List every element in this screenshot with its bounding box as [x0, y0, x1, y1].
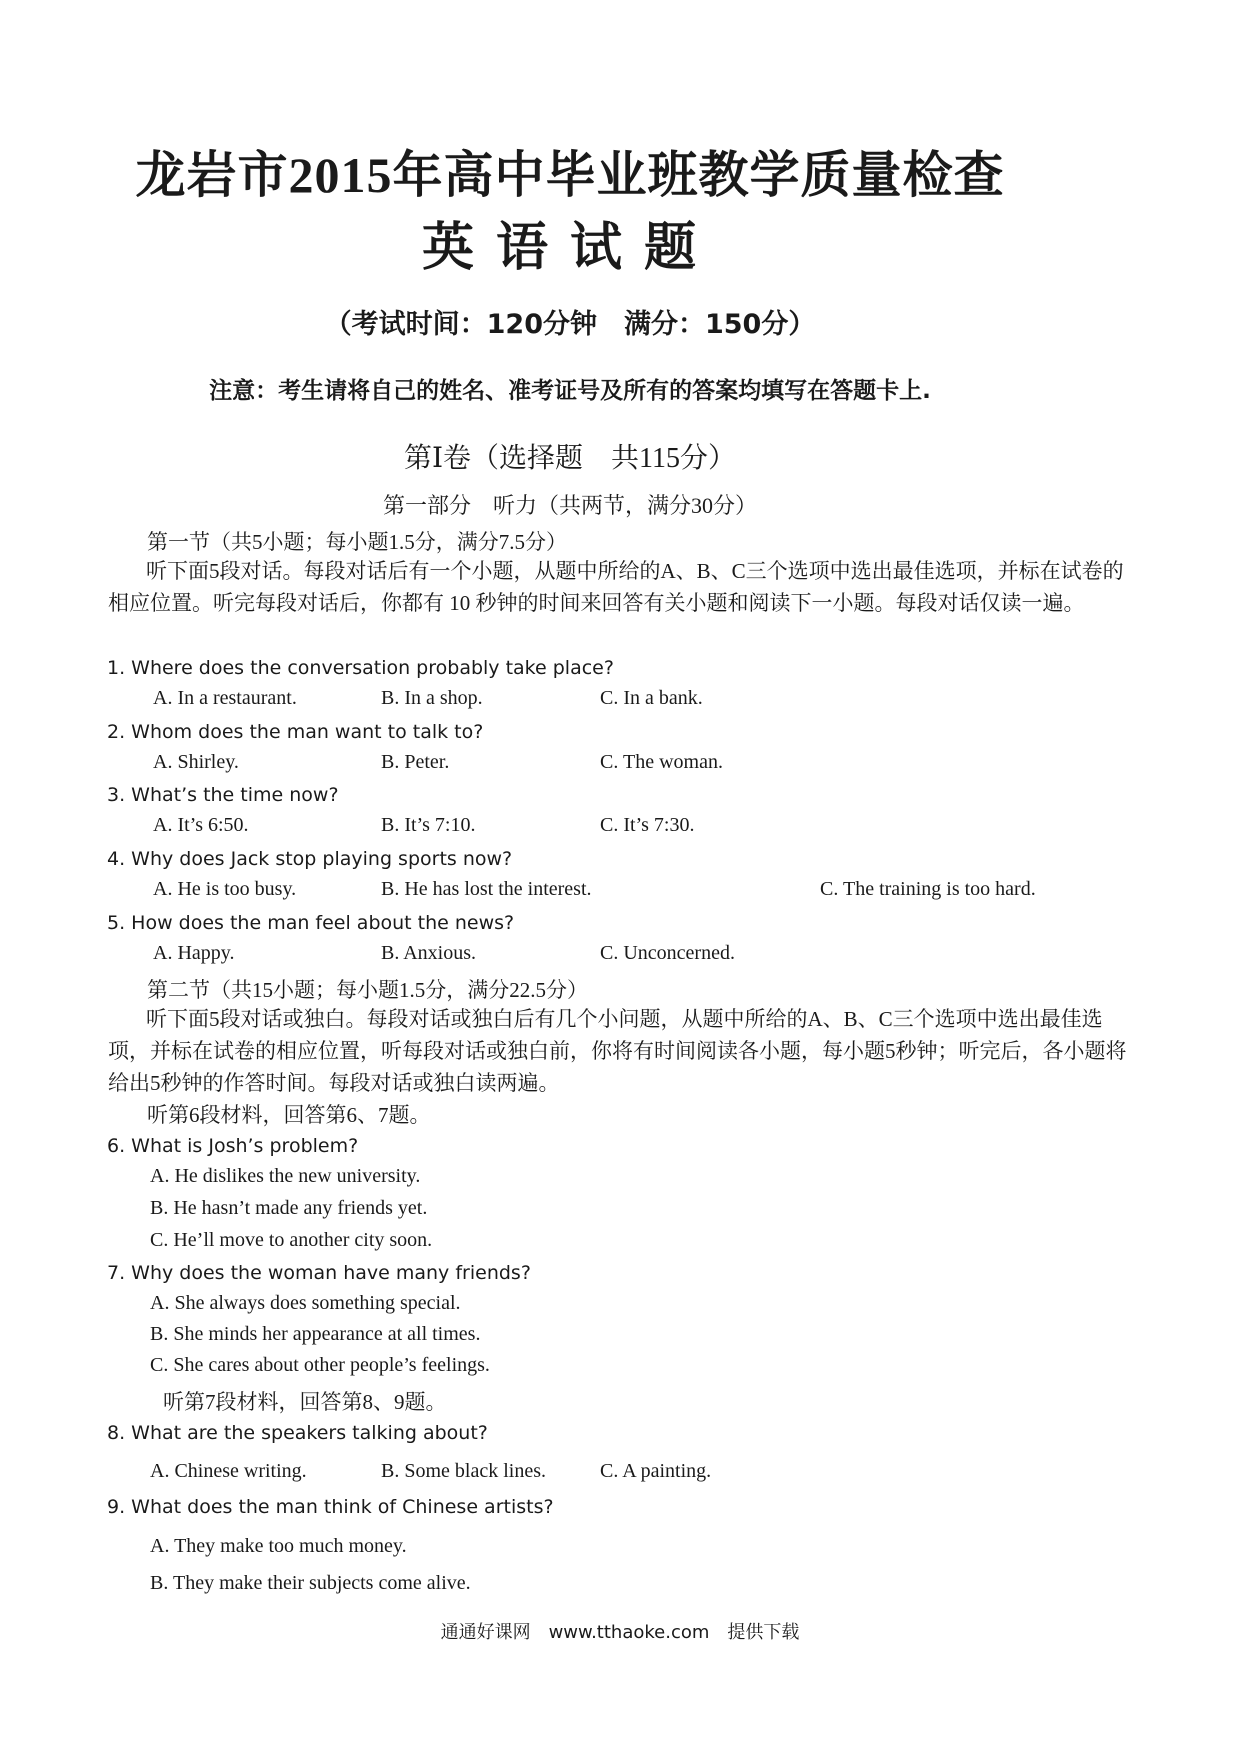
footer-download-note: 通通好课网 www.tthaoke.com 提供下载 [440, 1622, 800, 1643]
subject-title: 英语试题 [421, 220, 718, 277]
question-4: 4. Why does Jack stop playing sports now? [107, 848, 513, 870]
exam-info: （考试时间：120分钟 满分：150分） [324, 309, 816, 340]
question-7: 7. Why does the woman have many friends? [107, 1262, 531, 1284]
q6-option-b: B. He hasn’t made any friends yet. [150, 1197, 428, 1219]
section1-instructions: 听下面5段对话。每段对话后有一个小题，从题中所给的A、B、C三个选项中选出最佳选项，并标在试卷的相应位置。听完每段对话后，你都有 10 秒钟的时间来回答有关小题和阅读下一小题。每段对话仅读一遍。 [108, 559, 1124, 615]
q2-option-a: A. Shirley. [153, 751, 239, 773]
q2-option-b: B. Peter. [381, 751, 450, 773]
q7-option-c: C. She cares about other people’s feelings. [150, 1354, 490, 1376]
q7-option-b: B. She minds her appearance at all times. [150, 1323, 481, 1345]
question-6: 6. What is Josh’s problem? [107, 1135, 359, 1157]
q9-option-b: B. They make their subjects come alive. [150, 1572, 471, 1594]
material-7-label: 听第7段材料，回答第8、9题。 [163, 1390, 447, 1414]
q4-option-b: B. He has lost the interest. [381, 878, 592, 900]
q8-option-a: A. Chinese writing. [150, 1460, 307, 1482]
q5-option-c: C. Unconcerned. [600, 942, 735, 964]
section1-heading: 第一节（共5小题；每小题1.5分，满分7.5分） [147, 530, 567, 554]
q7-option-a: A. She always does something special. [150, 1292, 461, 1314]
question-5: 5. How does the man feel about the news? [107, 912, 515, 934]
q4-option-c: C. The training is too hard. [820, 878, 1036, 900]
question-2: 2. Whom does the man want to talk to? [107, 721, 484, 743]
q9-option-a: A. They make too much money. [150, 1535, 407, 1557]
q5-option-b: B. Anxious. [381, 942, 477, 964]
q3-option-b: B. It’s 7:10. [381, 814, 476, 836]
question-9: 9. What does the man think of Chinese artists? [107, 1496, 554, 1518]
q6-option-a: A. He dislikes the new university. [150, 1165, 421, 1187]
q6-option-c: C. He’ll move to another city soon. [150, 1229, 433, 1251]
q3-option-c: C. It’s 7:30. [600, 814, 695, 836]
section2-instructions: 听下面5段对话或独白。每段对话或独白后有几个小问题，从题中所给的A、B、C三个选项中选出最佳选项，并标在试卷的相应位置，听每段对话或独白前，你将有时间阅读各小题，每小题5秒钟；听完后，各小题将给出5秒钟的作答时间。每段对话或独白读两遍。 [108, 1007, 1127, 1095]
section2-heading: 第二节（共15小题；每小题1.5分，满分22.5分） [147, 978, 588, 1002]
material-6-label: 听第6段材料，回答第6、7题。 [147, 1103, 431, 1127]
exam-title: 龙岩市2015年高中毕业班教学质量检查 [135, 147, 1005, 203]
q2-option-c: C. The woman. [600, 751, 723, 773]
volume-heading: 第Ⅰ卷（选择题 共115分） [403, 443, 737, 474]
question-1: 1. Where does the conversation probably take place? [107, 657, 614, 679]
notice: 注意：考生请将自己的姓名、准考证号及所有的答案均填写在答题卡上. [209, 378, 931, 404]
question-8: 8. What are the speakers talking about? [107, 1422, 488, 1444]
q8-option-b: B. Some black lines. [381, 1460, 546, 1482]
q4-option-a: A. He is too busy. [153, 878, 297, 900]
question-3: 3. What’s the time now? [107, 784, 339, 806]
q8-option-c: C. A painting. [600, 1460, 712, 1482]
q1-option-c: C. In a bank. [600, 687, 703, 709]
q5-option-a: A. Happy. [153, 942, 235, 964]
part-heading: 第一部分 听力（共两节，满分30分） [382, 493, 757, 518]
q1-option-b: B. In a shop. [381, 687, 483, 709]
q3-option-a: A. It’s 6:50. [153, 814, 249, 836]
q1-option-a: A. In a restaurant. [153, 687, 297, 709]
